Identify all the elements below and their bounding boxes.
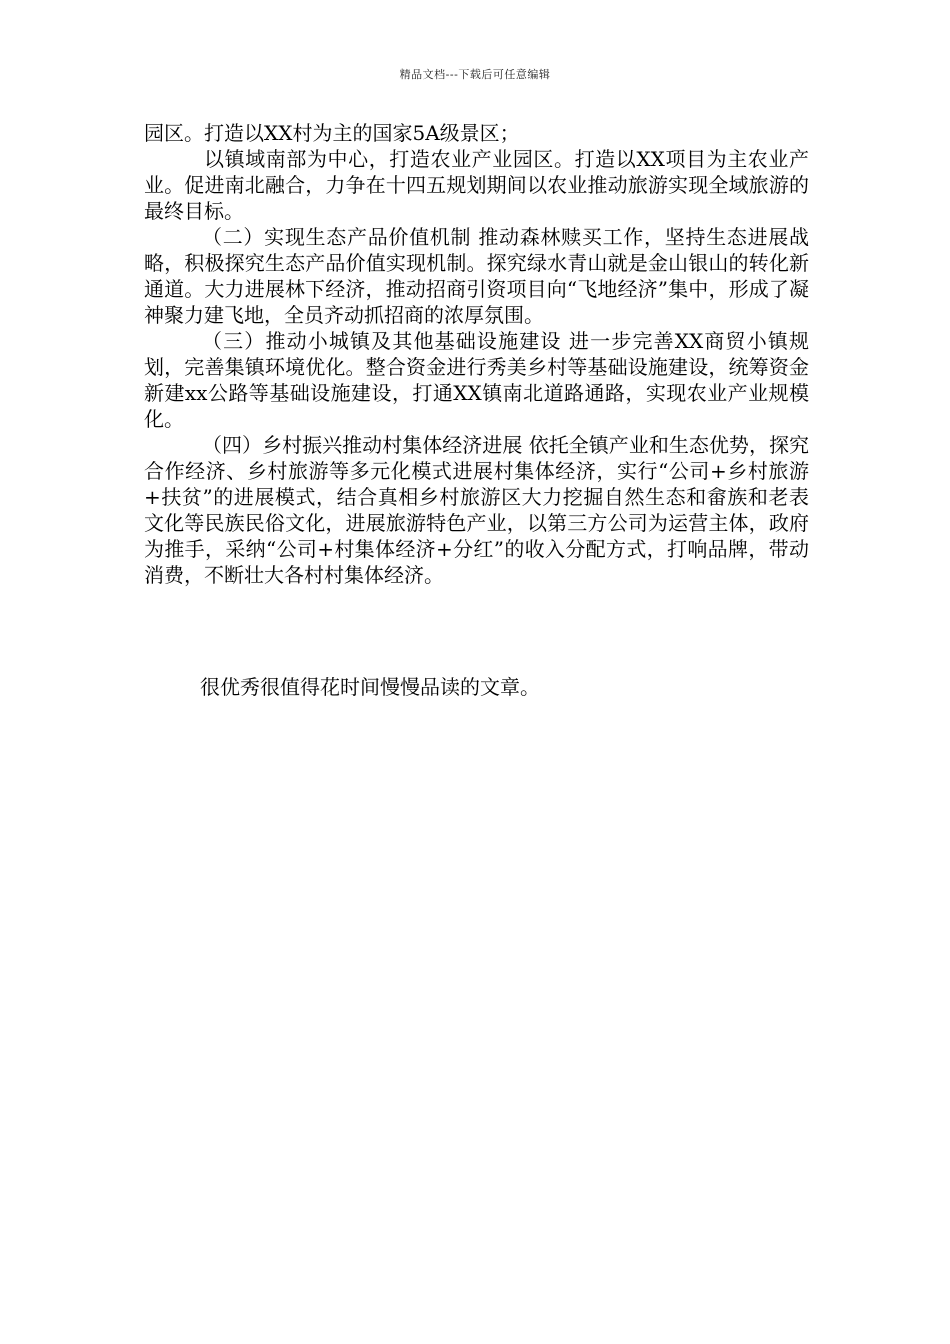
paragraph-south-region: 以镇域南部为中心，打造农业产业园区。打造以XX项目为主农业产业。促进南北融合，力争在十四五规划期间以农业推动旅游实现全域旅游的最终目标。 bbox=[144, 147, 809, 223]
closing-remark: 很优秀很值得花时间慢慢品读的文章。 bbox=[200, 675, 540, 699]
paragraph-continuation: 园区。打造以XX村为主的国家5A级景区； bbox=[144, 121, 520, 145]
paragraph-infrastructure: （三）推动小城镇及其他基础设施建设 进一步完善XX商贸小镇规划，完善集镇环境优化。整合资金进行秀美乡村等基础设施建设，统筹资金新建xx公路等基础设施建设，打通XX镇南北道路通路，实现农业产业规模化。 bbox=[144, 329, 809, 431]
document-body bbox=[144, 120, 809, 588]
paragraph-rural-revitalization: （四）乡村振兴推动村集体经济进展 依托全镇产业和生态优势，探究合作经济、乡村旅游等多元化模式进展村集体经济，实行“公司+乡村旅游+扶贫”的进展模式，结合真相乡村旅游区大力挖掘自然生态和畲族和老表文化等民族民俗文化，进展旅游特色产业，以第三方公司为运营主体，政府为推手，采纳“公司+村集体经济+分红”的收入分配方式，打响品牌，带动消费，不断壮大各村村集体经济。 bbox=[144, 433, 809, 587]
page-header: 精品文档---下载后可任意编辑 bbox=[399, 68, 551, 81]
paragraph-ecological-value: （二）实现生态产品价值机制 推动森林赎买工作，坚持生态进展战略，积极探究生态产品价值实现机制。探究绿水青山就是金山银山的转化新通道。大力进展林下经济，推动招商引资项目向“飞地经济”集中，形成了凝神聚力建飞地，全员齐动抓招商的浓厚氛围。 bbox=[144, 225, 809, 327]
